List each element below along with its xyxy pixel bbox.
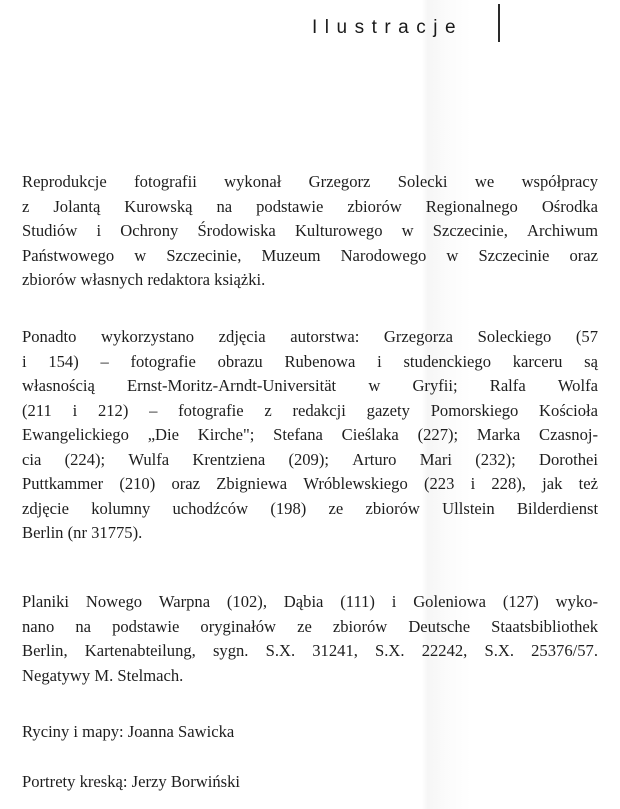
text-line: Portrety kreską: Jerzy Borwiński bbox=[22, 772, 240, 791]
text-line: Studiów i Ochrony Środowiska Kulturowego w Szczecinie, Archiwum bbox=[22, 221, 598, 240]
paragraph-photo-credits bbox=[22, 325, 598, 546]
text-line: Ryciny i mapy: Joanna Sawicka bbox=[22, 722, 235, 741]
text-line: zbiorów własnych redaktora książki. bbox=[22, 270, 266, 289]
text-line: z Jolantą Kurowską na podstawie zbiorów Regionalnego Ośrodka bbox=[22, 196, 599, 216]
text-line: Państwowego w Szczecinie, Muzeum Narodowego w Szczecinie oraz bbox=[22, 245, 599, 265]
text-line: Berlin (nr 31775). bbox=[22, 523, 143, 542]
text-line: Puttkammer (210) oraz Zbigniewa Wróblewskiego (223 i 228), jak też bbox=[22, 474, 598, 493]
text-line: zdjęcie kolumny uchodźców (198) ze zbiorów Ullstein Bilderdienst bbox=[22, 498, 599, 518]
text-line: Planiki Nowego Warpna (102), Dąbia (111) i Goleniowa (127) wyko- bbox=[22, 592, 598, 611]
text-line: nano na podstawie oryginałów ze zbiorów Deutsche Staatsbibliothek bbox=[22, 616, 599, 636]
text-line: Ewangelickiego „Die Kirche"; Stefana Cieślaka (227); Marka Czasnoj- bbox=[22, 425, 599, 444]
paragraph-map-plans bbox=[22, 590, 598, 688]
heading-vertical-rule bbox=[498, 4, 500, 42]
text-line: Berlin, Kartenabteilung, sygn. S.X. 31241, S.X. 22242, S.X. 25376/57. bbox=[22, 641, 598, 660]
text-line: Negatywy M. Stelmach. bbox=[22, 665, 184, 685]
text-line: własnością Ernst-Moritz-Arndt-Universität w Gryfii; Ralfa Wolfa bbox=[22, 376, 598, 395]
paragraph-portraits bbox=[22, 770, 598, 795]
text-line: cia (224); Wulfa Krentziena (209); Arturo Mari (232); Dorothei bbox=[22, 449, 599, 469]
paragraph-drawings-maps bbox=[22, 720, 598, 745]
text-line: (211 i 212) – fotografie z redakcji gazety Pomorskiego Kościoła bbox=[22, 400, 599, 420]
text-line: Ponadto wykorzystano zdjęcia autorstwa: Grzegorza Soleckiego (57 bbox=[22, 327, 599, 346]
text-line: i 154) – fotografie obrazu Rubenowa i studenckiego karceru są bbox=[22, 351, 598, 371]
paragraph-reproductions bbox=[22, 170, 598, 293]
page-heading: Ilustracje bbox=[312, 17, 464, 38]
text-line: Reprodukcje fotografii wykonał Grzegorz Solecki we współpracy bbox=[22, 172, 599, 191]
